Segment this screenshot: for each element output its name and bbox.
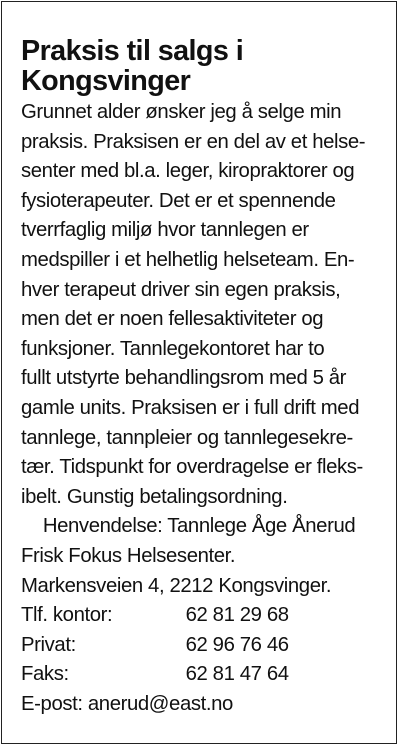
- clinic-address: Markensveien 4, 2212 Kongsvinger.: [21, 573, 332, 597]
- phone-row-private: [21, 630, 378, 660]
- contact-block: [21, 511, 378, 718]
- ad-body-line: medspiller i et helhetlig helseteam. En-: [21, 247, 355, 271]
- ad-body-line: hver terapeut driver sin egen praksis,: [21, 277, 341, 301]
- ad-body-line: fullt utstyrte behandlingsrom med 5 år: [21, 366, 347, 390]
- ad-body-line: fysioterapeuter. Det er et spennende: [21, 188, 336, 212]
- ad-body-line: gamle units. Praksisen er i full drift med: [21, 395, 360, 419]
- ad-body-line: funksjoner. Tannlegekontoret har to: [21, 336, 325, 360]
- ad-body-line: Grunnet alder ønsker jeg å selge min: [21, 100, 342, 123]
- ad-content: [21, 36, 378, 718]
- email-line: E-post: anerud@east.no: [21, 691, 233, 715]
- phone-row-office: [21, 600, 378, 630]
- ad-body-line: tverrfaglig miljø hvor tannlegen er: [21, 218, 309, 242]
- ad-title-line: Kongsvinger: [21, 65, 191, 97]
- ad-body-line: tannlege, tannpleier og tannlegesekre-: [21, 425, 353, 449]
- phone-row-fax: [21, 659, 378, 689]
- phone-number: 62 96 76 46: [185, 632, 289, 656]
- ad-body-line: praksis. Praksisen er en del av et helse-: [21, 129, 366, 153]
- phone-label: Faks:: [21, 662, 69, 686]
- phone-number: 62 81 29 68: [185, 603, 289, 627]
- ad-body-line: tær. Tidspunkt for overdragelse er fleks-: [21, 455, 363, 479]
- ad-body-line: men det er noen fellesaktiviteter og: [21, 307, 324, 331]
- contact-intro: Henvendelse: Tannlege Åge Ånerud: [42, 514, 356, 538]
- ad-body-line: senter med bl.a. leger, kiropraktorer og: [21, 159, 355, 183]
- ad-title: [21, 36, 378, 96]
- ad-body-line: ibelt. Gunstig betalingsordning.: [21, 484, 288, 508]
- ad-title-line: Praksis til salgs i: [21, 35, 244, 67]
- ad-body: [21, 97, 378, 511]
- phone-number: 62 81 47 64: [185, 662, 289, 686]
- phone-label: Tlf. kontor:: [21, 603, 113, 627]
- clinic-name: Frisk Fokus Helsesenter.: [21, 543, 236, 567]
- phone-label: Privat:: [21, 632, 76, 656]
- classified-ad: [1, 1, 397, 744]
